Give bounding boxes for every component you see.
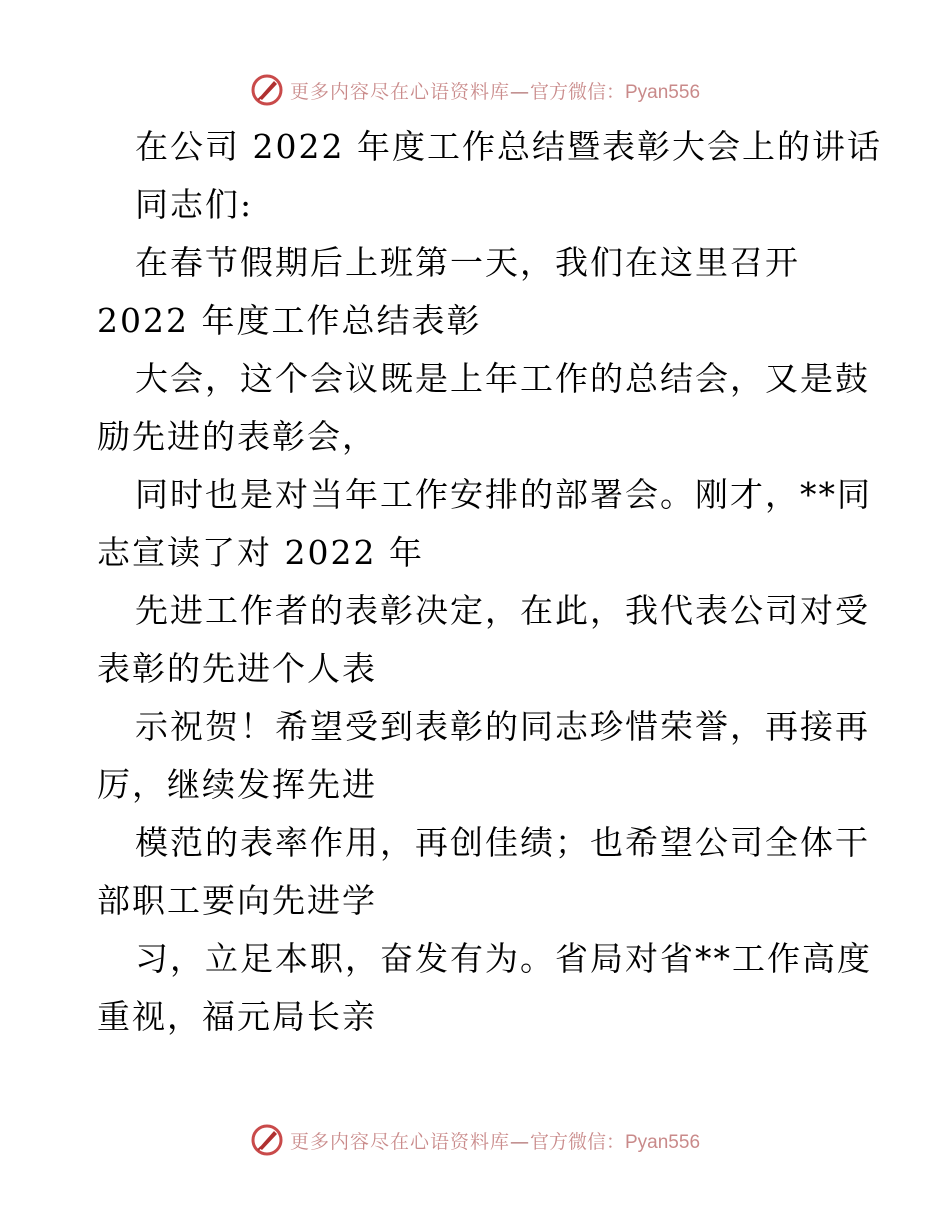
body-line: 先进工作者的表彰决定，在此，我代表公司对受 bbox=[135, 591, 870, 630]
body-line: 模范的表率作用，再创佳绩；也希望公司全体干 bbox=[135, 823, 870, 862]
body-line: 2022 年度工作总结表彰 bbox=[97, 301, 482, 340]
body-line: 部职工要向先进学 bbox=[97, 881, 377, 920]
body-line: 大会，这个会议既是上年工作的总结会，又是鼓 bbox=[135, 359, 870, 398]
footer-watermark-banner bbox=[0, 1120, 950, 1160]
footer-watermark bbox=[250, 1123, 700, 1157]
body-line: 重视，福元局长亲 bbox=[97, 997, 377, 1036]
body-line: 厉，继续发挥先进 bbox=[97, 765, 377, 804]
document-title: 在公司 2022 年度工作总结暨表彰大会上的讲话 bbox=[135, 127, 882, 166]
header-watermark bbox=[250, 73, 700, 107]
body-line: 励先进的表彰会， bbox=[97, 417, 377, 456]
quill-logo-icon bbox=[250, 73, 284, 107]
body-line: 习，立足本职，奋发有为。省局对省**工作高度 bbox=[135, 939, 872, 978]
body-line: 表彰的先进个人表 bbox=[97, 649, 377, 688]
header-watermark-banner bbox=[0, 70, 950, 110]
body-line: 在春节假期后上班第一天，我们在这里召开 bbox=[135, 243, 800, 282]
header-watermark-text: 更多内容尽在心语资料库—官方微信：Pyan556 bbox=[289, 80, 701, 103]
footer-watermark-text: 更多内容尽在心语资料库—官方微信：Pyan556 bbox=[289, 1130, 701, 1153]
body-line: 示祝贺！希望受到表彰的同志珍惜荣誉，再接再 bbox=[135, 707, 870, 746]
body-line: 志宣读了对 2022 年 bbox=[97, 533, 424, 572]
salutation: 同志们: bbox=[135, 185, 254, 224]
quill-logo-icon bbox=[250, 1123, 284, 1157]
body-line: 同时也是对当年工作安排的部署会。刚才，**同 bbox=[135, 475, 872, 514]
document-body bbox=[97, 118, 882, 1046]
